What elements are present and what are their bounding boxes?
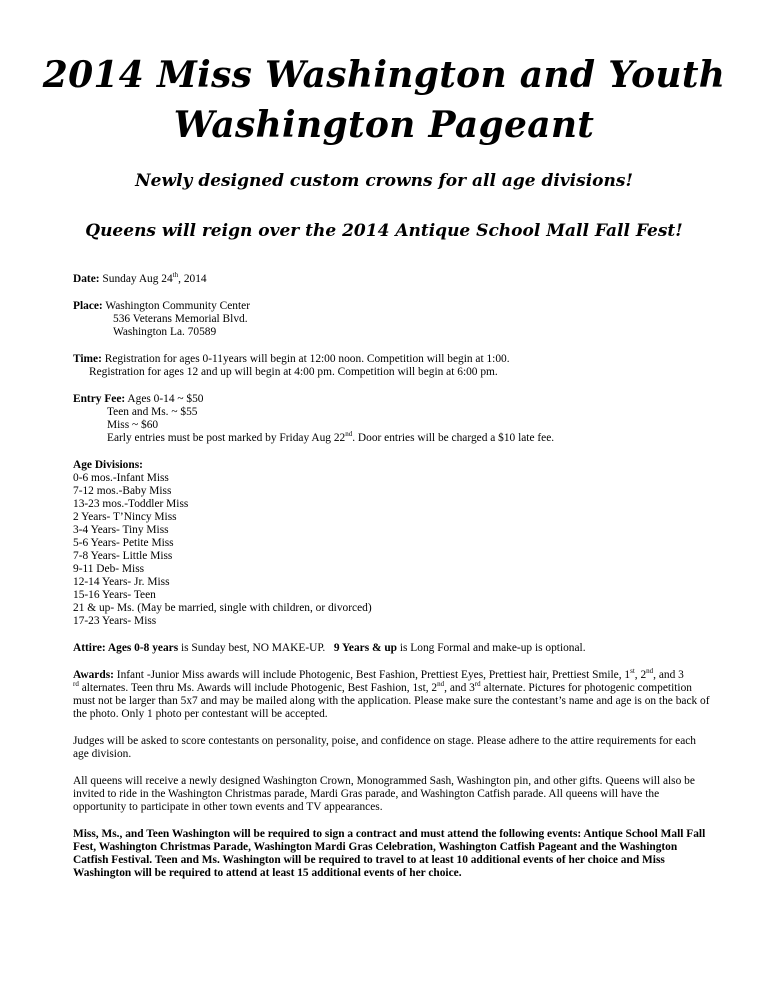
- awards-text-b: , 2: [634, 669, 647, 681]
- awards-section: [73, 669, 713, 721]
- subtitle-fall-fest: Queens will reign over the 2014 Antique School Mall Fall Fest!: [85, 221, 683, 241]
- age-divisions-label: Age Divisions:: [73, 459, 143, 471]
- judges-paragraph: Judges will be asked to score contestants on personality, poise, and confidence on stage. Please adhere to the attire requirements for each age division.: [73, 735, 697, 760]
- attire-section: [73, 642, 713, 655]
- flyer-body: [73, 273, 713, 894]
- age-division-item: 3-4 Years- Tiny Miss: [73, 524, 169, 536]
- entry-fee-line-1: Ages 0-14 ~ $50: [125, 393, 204, 405]
- awards-sup-2: nd: [646, 667, 654, 676]
- entry-fee-line-2: Teen and Ms. ~ $55: [107, 406, 198, 418]
- date-section: [73, 273, 713, 286]
- place-line-1: Washington Community Center: [102, 300, 250, 312]
- page-title: [40, 50, 728, 150]
- date-sup: th: [172, 271, 179, 280]
- age-division-item: 5-6 Years- Petite Miss: [73, 537, 174, 549]
- awards-sup-3: rd: [73, 680, 79, 689]
- awards-sup-1: st: [630, 667, 635, 676]
- entry-fee-line-3: Miss ~ $60: [107, 419, 159, 431]
- time-section: [73, 353, 713, 379]
- age-division-item: 0-6 mos.-Infant Miss: [73, 472, 169, 484]
- place-line-2: 536 Veterans Memorial Blvd.: [113, 313, 248, 325]
- awards-text-a: Infant -Junior Miss awards will include Photogenic, Best Fashion, Prettiest Eyes, Prettiest hair, Prettiest Smile, 1: [113, 669, 631, 681]
- date-text-b: , 2014: [178, 273, 207, 285]
- age-division-item: 7-12 mos.-Baby Miss: [73, 485, 172, 497]
- time-label: Time:: [73, 353, 102, 365]
- attire-label: Attire:: [73, 642, 106, 654]
- entry-fee-label: Entry Fee:: [73, 393, 126, 405]
- attire-text-1: is Sunday best, NO MAKE-UP.: [178, 642, 334, 654]
- awards-label: Awards:: [73, 669, 114, 681]
- title-line-2: Washington Pageant: [173, 104, 595, 146]
- time-line-2: Registration for ages 12 and up will begin at 4:00 pm. Competition will begin at 6:00 pm.: [89, 366, 498, 378]
- age-division-item: 15-16 Years- Teen: [73, 589, 156, 601]
- date-text-a: Sunday Aug 24: [99, 273, 173, 285]
- attire-bold-2: 9 Years & up: [333, 642, 398, 654]
- awards-sup-5: rd: [474, 680, 481, 689]
- age-division-item: 12-14 Years- Jr. Miss: [73, 576, 170, 588]
- queens-paragraph: All queens will receive a newly designed Washington Crown, Monogrammed Sash, Washington pin, and other gifts. Queens will also be invited to ride in the Washington Christmas parade, Mardi Gras parade, and Washington Catfish parade. All queens will have the opportunity to participate in other town events and TV appearances.: [73, 775, 695, 813]
- contract-paragraph: [73, 828, 713, 880]
- awards-text-d: alternates. Teen thru Ms. Awards will include Photogenic, Best Fashion, 1st, 2: [78, 682, 438, 694]
- awards-text-f: alternate. Pictures for photogenic competition must not be larger than 5x7 and may be mailed along with the application. Please make sure the contestant’s name and age is on the back of the photo. Only 1 photo per contestant will be accepted.: [73, 682, 710, 720]
- age-division-item: 9-11 Deb- Miss: [73, 563, 145, 575]
- entry-fee-line-4a: Early entries must be post marked by Friday Aug 22: [107, 432, 346, 444]
- awards-sup-4: nd: [437, 680, 445, 689]
- entry-fee-section: [73, 393, 713, 445]
- entry-fee-line-4b: . Door entries will be charged a $10 late fee.: [352, 432, 555, 444]
- awards-text-e: , and 3: [444, 682, 475, 694]
- contract-text: Miss, Ms., and Teen Washington will be required to sign a contract and must attend the following events: Antique School Mall Fall Fest, Washington Christmas Parade, Washington Mardi Gras Celebration, Washington Catfish Pageant and the Washington Catfish Festival. Teen and Ms. Washington will be required to travel to at least 10 additional events of her choice and Miss Washington will be required to attend at least 15 additional events of her choice.: [73, 828, 706, 879]
- age-division-item: 13-23 mos.-Toddler Miss: [73, 498, 189, 510]
- entry-fee-line-4: [73, 432, 713, 445]
- age-divisions-section: [73, 459, 713, 628]
- attire-bold-1: Ages 0-8 years: [105, 642, 179, 654]
- age-division-item: 7-8 Years- Little Miss: [73, 550, 173, 562]
- awards-text-c: , and 3: [653, 669, 684, 681]
- title-line-1: 2014 Miss Washington and Youth: [42, 54, 726, 96]
- place-line-3: Washington La. 70589: [113, 326, 217, 338]
- age-division-item: 21 & up- Ms. (May be married, single with children, or divorced): [73, 602, 372, 614]
- subtitle-crowns: Newly designed custom crowns for all age divisions!: [135, 171, 633, 191]
- age-division-item: 17-23 Years- Miss: [73, 615, 157, 627]
- place-section: [73, 300, 713, 339]
- attire-text-2: is Long Formal and make-up is optional.: [397, 642, 586, 654]
- entry-fee-sup: nd: [345, 430, 353, 439]
- date-label: Date:: [73, 273, 100, 285]
- place-label: Place:: [73, 300, 103, 312]
- time-line-1: Registration for ages 0-11years will begin at 12:00 noon. Competition will begin at 1:00.: [101, 353, 510, 365]
- age-division-item: 2 Years- T’Nincy Miss: [73, 511, 177, 523]
